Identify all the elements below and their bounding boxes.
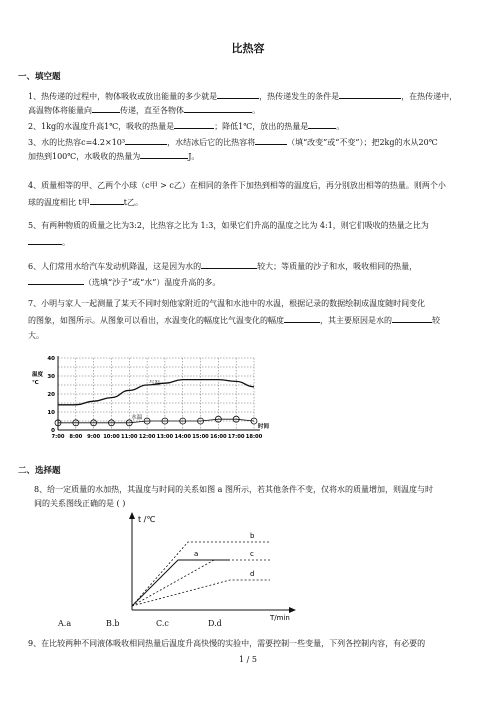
curve-a-label: a bbox=[194, 550, 199, 558]
x-tick-label: 16:00 bbox=[210, 434, 227, 440]
question-5-line-2: 。 bbox=[28, 236, 70, 248]
y-axis-label: 温度 bbox=[32, 372, 44, 378]
curve-d-label: d bbox=[250, 570, 255, 578]
option-c[interactable]: C.c bbox=[156, 619, 169, 628]
x-tick-label: 18:00 bbox=[245, 434, 263, 440]
y-tick-label: 40 bbox=[47, 356, 55, 362]
x-tick-label: 12:00 bbox=[138, 434, 156, 440]
water-temperature-line bbox=[58, 419, 254, 423]
y-tick-label: 0 bbox=[51, 428, 55, 434]
y-axis-label: ℃ bbox=[32, 380, 39, 386]
y-axis-label: t /℃ bbox=[138, 515, 156, 524]
curve-c bbox=[132, 560, 270, 606]
x-tick-label: 11:00 bbox=[121, 434, 138, 440]
temperature-heating-graph bbox=[120, 510, 300, 622]
curve-c-label: c bbox=[250, 550, 254, 558]
y-tick-label: 30 bbox=[47, 374, 55, 380]
question-3-line-1: 3、水的比热容c=4.2×10³ ，水结冰后它的比热容将 （填“改变”或“不变”）；把2kg的水从20℃ bbox=[28, 138, 438, 147]
option-d[interactable]: D.d bbox=[208, 619, 222, 628]
question-7-line-2: 的图象，如图所示。从图象可以看出，水温变化的幅度比气温变化的幅度 ，其主要原因是水的 较 bbox=[28, 316, 440, 325]
question-2: 2、1kg的水温度升高1℃，吸收的热量是 ；降低1℃，放出的热量是 。 bbox=[28, 122, 345, 131]
question-4-line-2: 球的温度相比 t甲 t乙。 bbox=[28, 198, 143, 207]
question-6-line-2: （选填“沙子”或“水”）温度升高的多。 bbox=[28, 276, 220, 288]
x-tick-label: 17:00 bbox=[227, 434, 245, 440]
question-1-line-2: 高温物体将能量向 传递，直至各物体 。 bbox=[28, 106, 260, 115]
question-5-line-1: 5、有两种物质的质量之比为3:2，比热容之比为 1:3，如果它们升高的温度之比为 4:1，则它们吸收的热量之比为 bbox=[28, 221, 429, 230]
page-title: 比热容 bbox=[231, 42, 265, 55]
question-7-line-1: 7、小明与家人一起测量了某天不同时刻他家附近的气温和水池中的水温，根据记录的数据绘制成温度随时间变化 bbox=[28, 299, 426, 308]
x-tick-label: 9:00 bbox=[87, 434, 101, 440]
x-tick-label: 14:00 bbox=[174, 434, 191, 440]
question-7-line-3: 大。 bbox=[28, 331, 44, 340]
question-6-line-1: 6、人们常用水给汽车发动机降温，这是因为水的 较大；等质量的沙子和水，吸收相同的热量， bbox=[28, 262, 418, 271]
water-temperature-series-label: 水温 bbox=[131, 414, 143, 421]
air-temperature-series-label: 气温 bbox=[149, 381, 161, 387]
curve-a bbox=[132, 560, 230, 606]
question-8-line-1: 8、给一定质量的水加热，其温度与时间的关系如图 a 图所示，若其他条件不变，仅将水的质量增加，则温度与时 bbox=[34, 485, 433, 494]
temperature-time-chart bbox=[30, 352, 278, 444]
x-tick-label: 10:00 bbox=[103, 434, 120, 440]
x-tick-label: 8:00 bbox=[69, 434, 83, 440]
x-axis-label: 时间 bbox=[258, 424, 270, 430]
x-axis-arrow bbox=[289, 607, 296, 613]
curve-d bbox=[132, 580, 270, 606]
y-tick-label: 10 bbox=[47, 410, 55, 416]
question-1-line-1: 1、热传递的过程中，物体吸收或放出能量的多少就是 ，热传递发生的条件是 ，在热传递中， bbox=[28, 92, 458, 101]
question-9-line-1: 9、在比较两种不同液体吸收相同热量后温度升高快慢的实验中，需要控制一些变量，下列各控制内容，有必要的 bbox=[28, 639, 426, 648]
page-footer: 1 / 5 bbox=[239, 655, 257, 664]
y-axis-arrow bbox=[129, 512, 135, 519]
option-b[interactable]: B.b bbox=[106, 619, 120, 628]
curve-b-label: b bbox=[250, 532, 255, 540]
x-axis-label: T/min bbox=[270, 614, 290, 622]
y-tick-label: 20 bbox=[47, 392, 55, 398]
question-8-line-2: 间的关系图线正确的是 ( ) bbox=[34, 499, 126, 508]
section-choice-heading: 二、选择题 bbox=[18, 466, 61, 476]
section-fill-heading: 一、填空题 bbox=[18, 72, 61, 82]
question-3-line-2: 加热到100℃，水吸收的热量为 J。 bbox=[28, 152, 200, 161]
question-4-line-1: 4、质量相等的甲、乙两个小球（c甲 > c乙）在相同的条件下加热到相等的温度后，再分别放出相等的热量。则两个小 bbox=[28, 181, 446, 190]
x-tick-label: 7:00 bbox=[51, 434, 65, 440]
x-tick-label: 15:00 bbox=[192, 434, 209, 440]
option-a[interactable]: A.a bbox=[58, 619, 72, 628]
x-tick-label: 13:00 bbox=[156, 434, 174, 440]
